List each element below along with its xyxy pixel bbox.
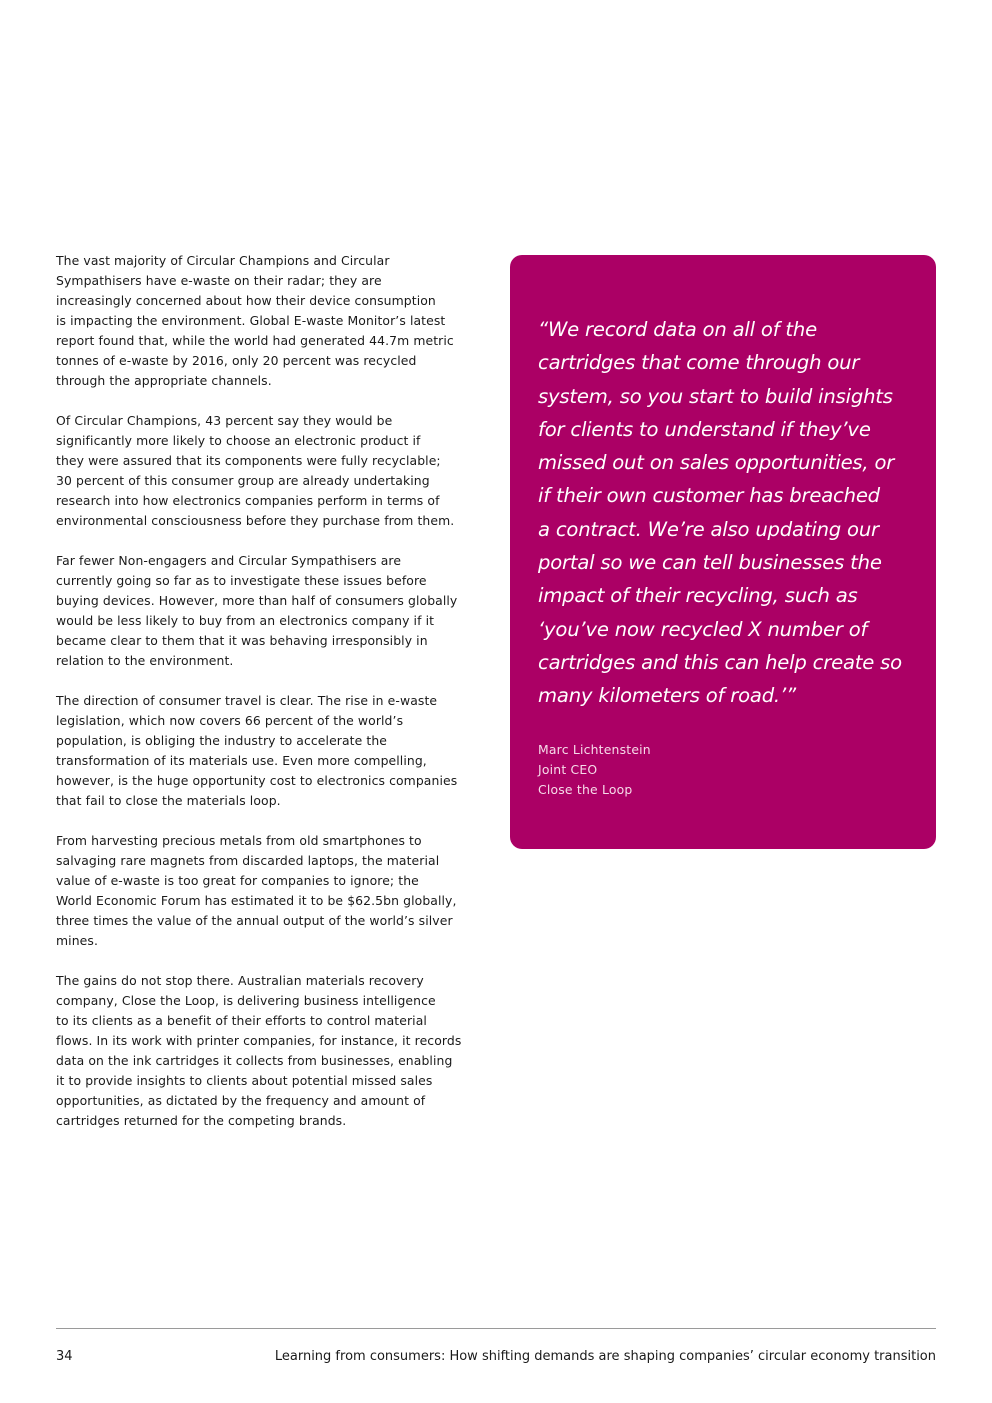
attribution-role: Joint CEO (538, 761, 598, 777)
body-paragraph-6: The gains do not stop there. Australian materials recovery company, Close the Loop, is delivering business intelligence to its clients as a benefit of their efforts to control material flows. In its work with printer companies, for instance, it records data on the ink cartridges it collects from businesses, enabling it to provide insights to clients about potential missed sales opportunities, as dictated by the frequency and amount of cartridges returned for the competing brands. (56, 973, 462, 1128)
body-paragraph-5: From harvesting precious metals from old smartphones to salvaging rare magnets from discarded laptops, the material value of e-waste is too great for companies to ignore; the World Economic Forum has estimated it to be $62.5bn globally, three times the value of the annual output of the world’s silver mines. (56, 833, 457, 948)
pull-quote-box (510, 255, 936, 849)
footer-divider (56, 1328, 936, 1329)
page-number: 34 (56, 1349, 73, 1364)
body-paragraph-3: Far fewer Non-engagers and Circular Sympathisers are currently going so far as to investigate these issues before buying devices. However, more than half of consumers globally would be less likely to buy from an electronics company if it became clear to them that it was behaving irresponsibly in relation to the environment. (56, 553, 458, 668)
body-text-column (56, 251, 488, 1151)
attribution-name: Marc Lichtenstein (538, 741, 651, 757)
pull-quote-text: “We record data on all of the cartridges that come through our system, so you start to build insights for clients to understand if they’ve missed out on sales opportunities, or if their own customer has breached a contract. We’re also updating our portal so we can tell businesses the impact of their recycling, such as ‘you’ve now recycled X number of cartridges and this can help create so many kilometers of road.’” (538, 318, 902, 708)
quote-attribution (538, 740, 908, 800)
body-paragraph-4: The direction of consumer travel is clear. The rise in e-waste legislation, which now covers 66 percent of the world’s population, is obliging the industry to accelerate the transformation of its materials use. Even more compelling, however, is the huge opportunity cost to electronics companies that fail to close the materials loop. (56, 693, 458, 808)
attribution-company: Close the Loop (538, 781, 633, 797)
body-paragraph-2: Of Circular Champions, 43 percent say they would be significantly more likely to choose an electronic product if they were assured that its components were fully recyclable; 30 percent of this consumer group are already undertaking research into how electronics companies perform in terms of environmental consciousness before they purchase from them. (56, 413, 455, 528)
running-footer-title: Learning from consumers: How shifting demands are shaping companies’ circular economy transition (274, 1349, 936, 1364)
body-paragraph-1: The vast majority of Circular Champions and Circular Sympathisers have e-waste on their radar; they are increasingly concerned about how their device consumption is impacting the environment. Global E-waste Monitor’s latest report found that, while the world had generated 44.7m metric tonnes of e-waste by 2016, only 20 percent was recycled through the appropriate channels. (56, 253, 454, 388)
